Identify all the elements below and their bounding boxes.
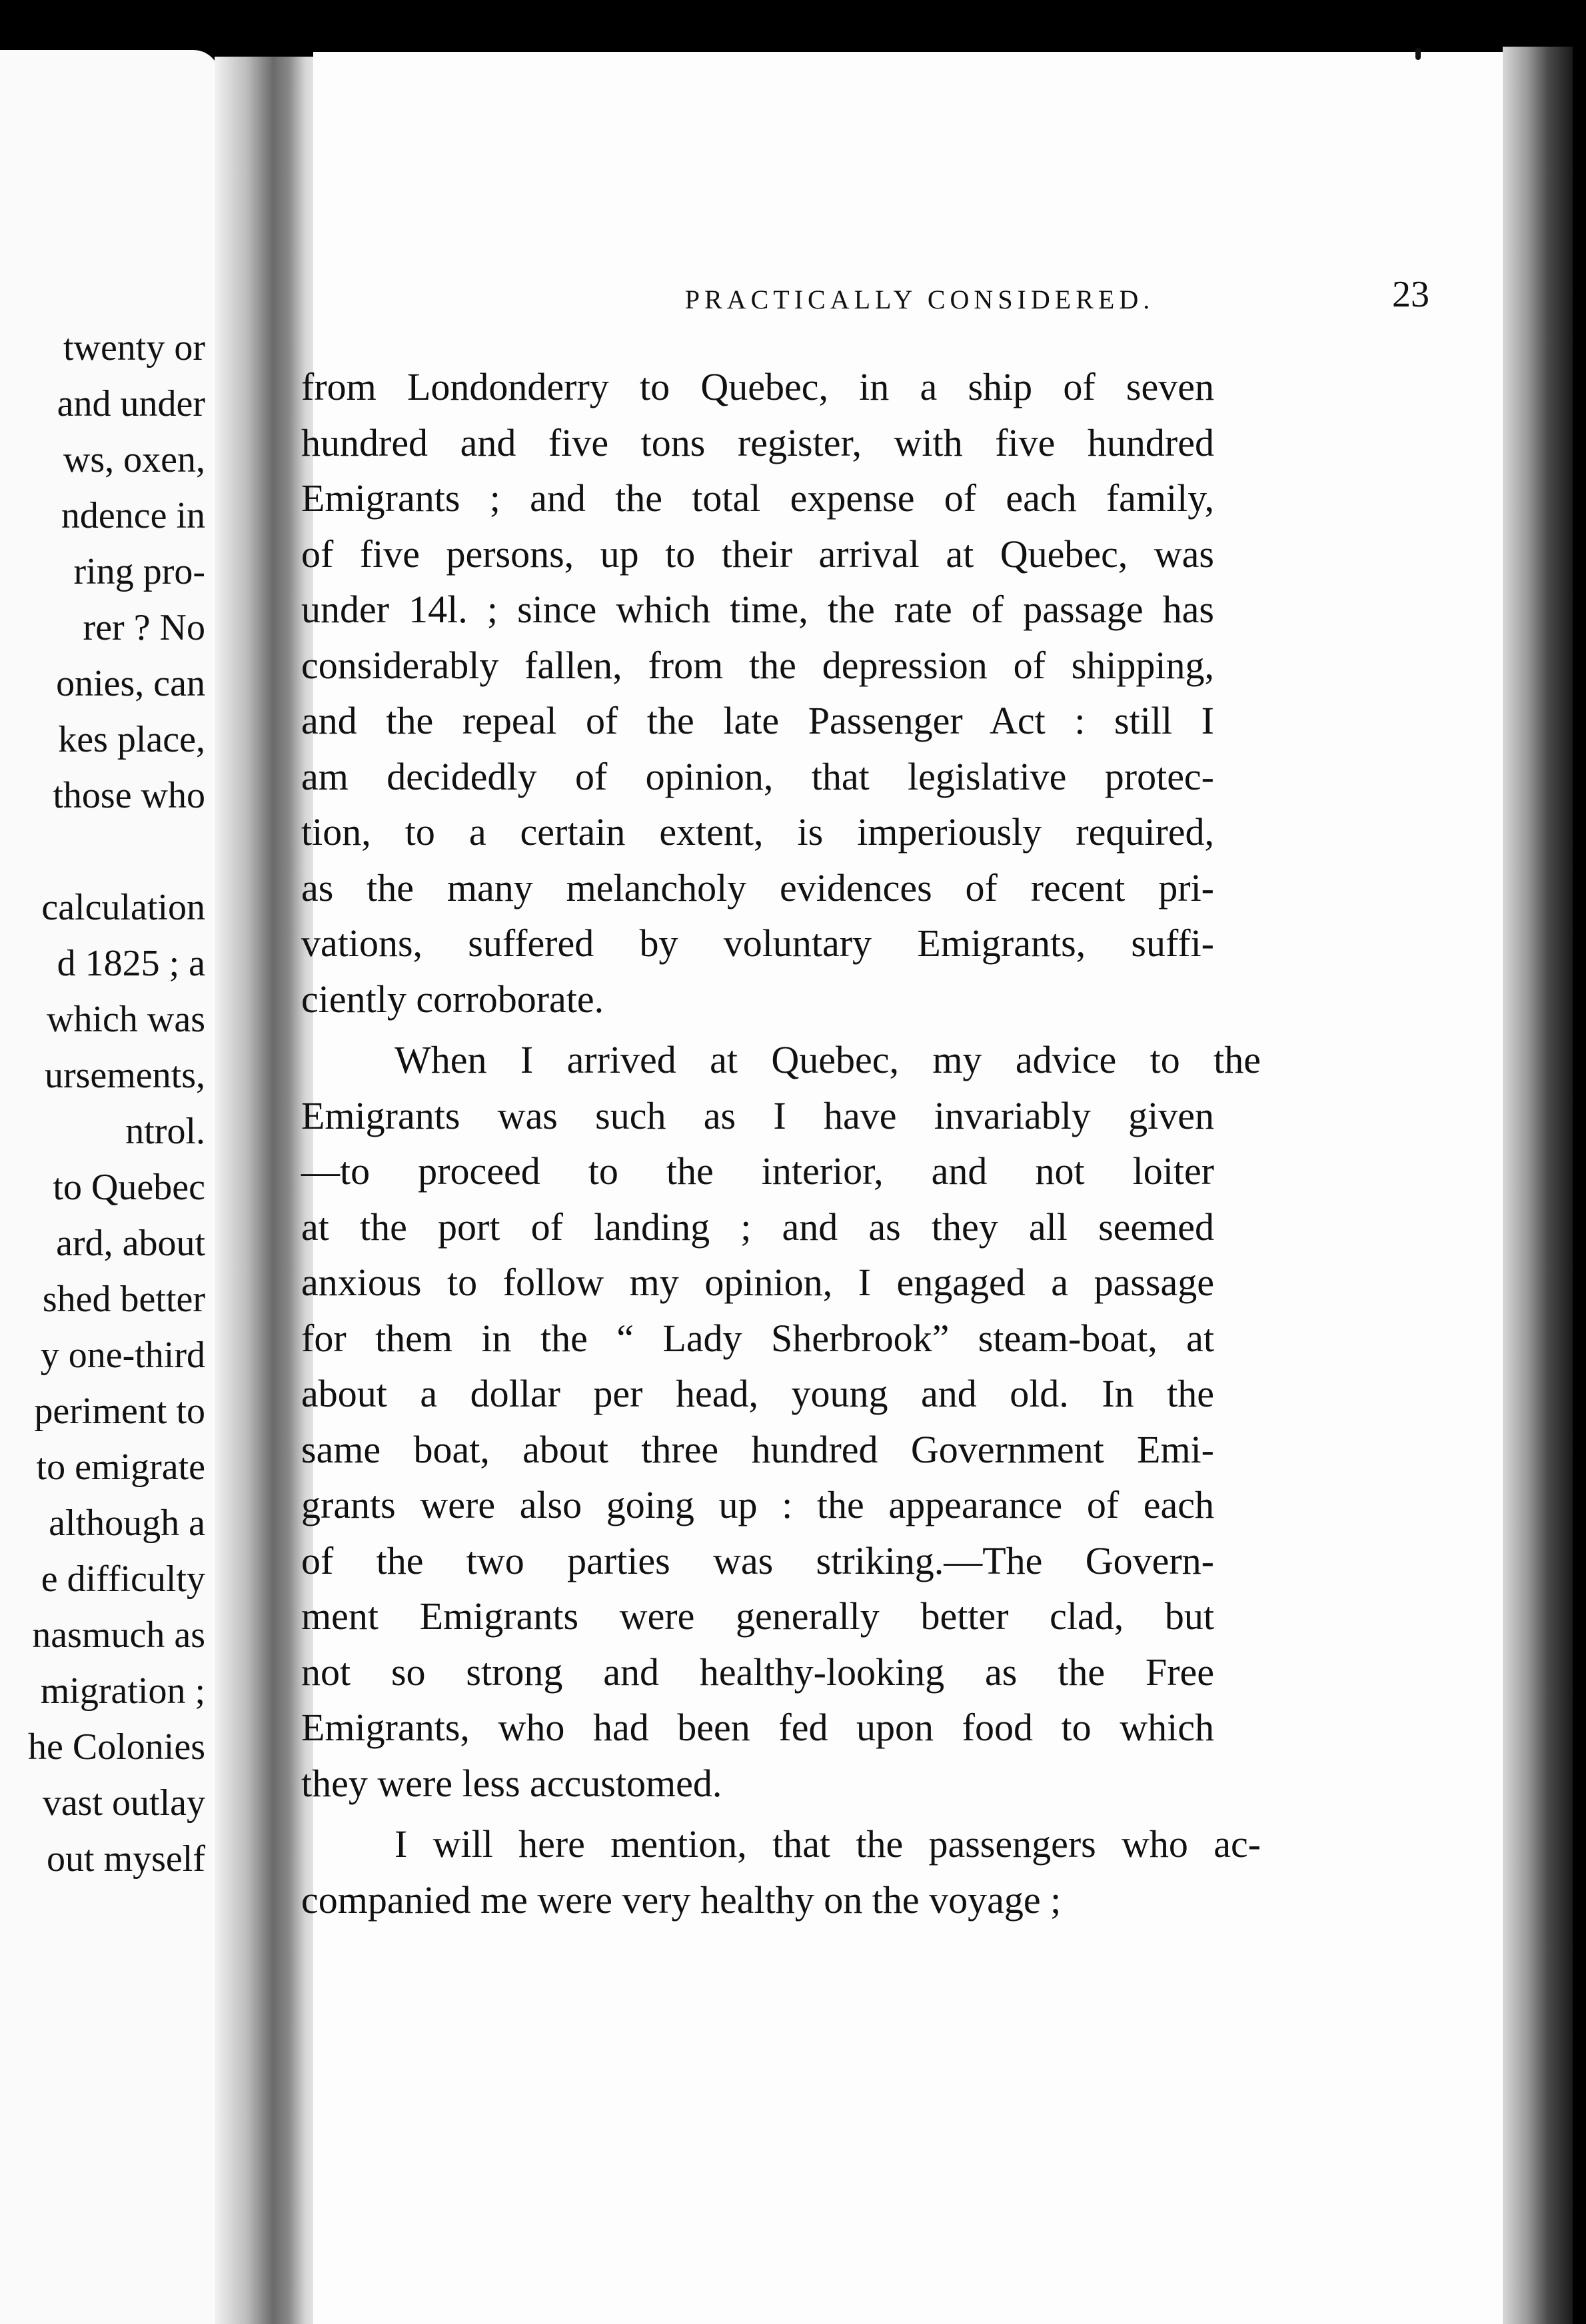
body-line: of the two parties was striking.—The Govern-	[301, 1538, 1214, 1582]
body-line: I will here mention, that the passengers who ac-	[395, 1822, 1261, 1866]
left-page-line: out myself	[47, 1838, 205, 1880]
left-page-line: periment to	[34, 1391, 205, 1432]
right-page	[301, 52, 1503, 2324]
left-page-line: ring pro-	[73, 551, 205, 592]
left-page-line: shed better	[42, 1279, 205, 1320]
left-page-line: e difficulty	[41, 1558, 205, 1600]
left-page-line: calculation	[41, 887, 205, 928]
body-line: and the repeal of the late Passenger Act : still I	[301, 699, 1214, 742]
left-page-line: although a	[49, 1502, 205, 1544]
page-edge	[1503, 47, 1573, 2324]
body-line: ment Emigrants were generally better clad, but	[301, 1594, 1214, 1638]
left-page-line: he Colonies	[28, 1726, 205, 1768]
left-page-line: ursements,	[44, 1055, 205, 1096]
body-line: grants were also going up : the appearance of each	[301, 1483, 1214, 1526]
left-page-line: y one-third	[40, 1335, 205, 1376]
body-line: they were less accustomed.	[301, 1761, 722, 1805]
body-line: at the port of landing ; and as they all seemed	[301, 1205, 1214, 1249]
body-line: from Londonderry to Quebec, in a ship of seven	[301, 365, 1214, 408]
body-line: ciently corroborate.	[301, 977, 604, 1021]
body-line: When I arrived at Quebec, my advice to the	[395, 1038, 1261, 1081]
body-line: Emigrants, who had been fed upon food to which	[301, 1706, 1214, 1749]
left-page-line: d 1825 ; a	[57, 943, 205, 984]
left-page-line: rer ? No	[83, 607, 205, 648]
left-page-line: ard, about	[56, 1223, 205, 1264]
body-line: —to proceed to the interior, and not loiter	[301, 1149, 1214, 1193]
body-line: tion, to a certain extent, is imperiously required,	[301, 810, 1214, 854]
body-line: same boat, about three hundred Government Emi-	[301, 1427, 1214, 1471]
left-page-line: migration ;	[40, 1670, 205, 1712]
ink-speck	[1415, 48, 1421, 60]
left-page-line: vast outlay	[42, 1782, 205, 1824]
left-page-line: to Quebec	[53, 1167, 205, 1208]
body-line: under 14l. ; since which time, the rate of passage has	[301, 588, 1214, 631]
body-line: not so strong and healthy-looking as the Free	[301, 1650, 1214, 1694]
body-line: hundred and five tons register, with five hundred	[301, 420, 1214, 464]
left-page-line: to emigrate	[36, 1447, 205, 1488]
body-line: considerably fallen, from the depression of shipping,	[301, 643, 1214, 687]
body-line: vations, suffered by voluntary Emigrants, suffi-	[301, 921, 1214, 965]
left-page-line: ndence in	[61, 495, 205, 536]
left-page-line: those who	[53, 775, 205, 816]
left-page-line: nasmuch as	[32, 1614, 205, 1656]
body-line: Emigrants was such as I have invariably given	[301, 1093, 1214, 1137]
left-page	[0, 50, 220, 2324]
body-line: of five persons, up to their arrival at Quebec, was	[301, 532, 1214, 576]
body-line: Emigrants ; and the total expense of each family,	[301, 476, 1214, 520]
body-line: am decidedly of opinion, that legislative protec-	[301, 754, 1214, 798]
page-number: 23	[1392, 274, 1429, 315]
left-page-line: ws, oxen,	[63, 439, 205, 480]
left-page-line: twenty or	[63, 327, 205, 368]
left-page-line: and under	[57, 383, 205, 424]
body-line: as the many melancholy evidences of recent pri-	[301, 866, 1214, 909]
left-page-line: which was	[47, 999, 205, 1040]
body-line: companied me were very healthy on the voyage ;	[301, 1878, 1062, 1922]
left-page-line: kes place,	[58, 719, 205, 760]
left-page-line: onies, can	[56, 663, 205, 704]
body-line: anxious to follow my opinion, I engaged a passage	[301, 1261, 1214, 1304]
left-page-line: ntrol.	[125, 1111, 205, 1152]
body-line: for them in the “ Lady Sherbrook” steam-boat, at	[301, 1316, 1214, 1360]
running-head: PRACTICALLY CONSIDERED.	[684, 285, 1155, 314]
body-line: about a dollar per head, young and old. In the	[301, 1372, 1214, 1415]
